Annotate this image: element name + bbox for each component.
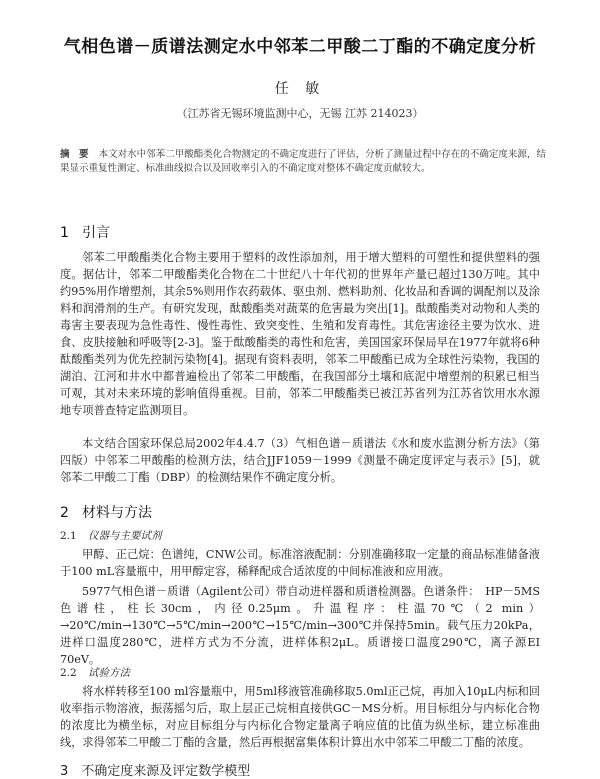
methods-paragraph-1: 将水样转移至100 ml容量瓶中，用5ml移液管准确移取5.0ml正己烷，再加入10μL内标和回收率指示物溶液，振荡摇匀后，取上层正己烷相直接供GC－MS分析。用目标组分与内标化合物的浓度比为横坐标，对应目标组分与内标化合物定量离子响应值的比值为纵坐标，建立标准曲线，求得邻苯二甲酸二丁酯的含量，然后再根据富集体积计算出水中邻苯二甲酸二丁酯的浓度。 — [60, 685, 540, 749]
intro-paragraph-2: 本文结合国家环保总局2002年4.4.7（3）气相色谱－质谱法《水和废水监测分析方法》（第四版）中邻苯二甲酸酯的检测方法，结合JJF1059－1999《测量不确定度评定与表示》[5]，就邻苯二甲酸二丁酯（DBP）的检测结果作不确定度分析。 — [60, 437, 540, 484]
section-title: 不确定度来源及评定数学模型 — [81, 764, 251, 779]
subsection-title: 试验方法 — [88, 667, 130, 679]
materials-paragraph-1: 甲醇、正己烷：色谱纯，CNW公司。标准溶液配制：分别准确移取一定量的商品标准储备液于100 mL容量瓶中，用甲醇定容，稀释配成合适浓度的中间标准液和应用液。 — [60, 548, 540, 578]
subsection-heading-2-1 — [60, 528, 162, 543]
section-title: 材料与方法 — [82, 505, 152, 521]
intro-paragraph-1: 邻苯二甲酸酯类化合物主要用于塑料的改性添加剂，用于增大塑料的可塑性和提供塑料的强度。据估计，邻苯二甲酸酯类化合物在二十世纪八十年代初的世界年产量已超过130万吨。其中约95%用作增塑剂，其余5%则用作农药载体、驱虫剂、燃料助剂、化妆品和香调的调配剂以及涂料和润滑剂的生产。有研究发现，酞酸酯类对蔬菜的危害最为突出[1]。酞酸酯类对动物和人类的毒害主要表现为急性毒性、慢性毒性、致突变性、生殖和发育毒性。其危害途径主要为饮水、进食、皮肤接触和呼吸等[2-3]。鉴于酞酸酯类的毒性和危害，美国国家环保局早在1977年就将6种酞酸酯类列为优先控制污染物[4]。据现有资料表明，邻苯二甲酸酯已成为全球性污染物，我国的湖泊、江河和井水中都普遍检出了邻苯二甲酸酯，在我国部分土壤和底泥中增塑剂的积累已相当可观，其对未来环境的影响值得重视。目前，邻苯二甲酸酯类已被江苏省列为江苏省饮用水水源地专项普查特定监测项目。 — [60, 251, 540, 417]
section-title: 引言 — [82, 225, 110, 241]
subsection-number: 2.1 — [60, 530, 77, 542]
section-heading-intro — [60, 222, 110, 242]
subsection-number: 2.2 — [60, 667, 77, 679]
abstract-text: 本文对水中邻苯二甲酸酯类化合物测定的不确定度进行了评估，分析了测量过程中存在的不确定度来源，结果显示重复性测定、标准曲线拟合以及回收率引入的不确定度对整体不确定度贡献较大。 — [60, 149, 546, 174]
paper-title: 气相色谱－质谱法测定水中邻苯二甲酸二丁酯的不确定度分析 — [63, 37, 537, 57]
section-heading-materials — [60, 502, 152, 522]
section-number: 3 — [60, 764, 69, 779]
abstract-label: 摘 要 — [60, 149, 89, 160]
section-number: 1 — [60, 225, 69, 241]
abstract — [60, 148, 546, 176]
section-number: 2 — [60, 505, 69, 521]
author-name: 任 敏 — [274, 81, 326, 97]
affiliation: （江苏省无锡环境监测中心，无锡 江苏 214023） — [176, 107, 424, 120]
subsection-title: 仪器与主要试剂 — [88, 530, 162, 542]
materials-paragraph-2: 5977气相色谱－质谱（Agilent公司）带自动进样器和质谱检测器。色谱条件： HP－5MS色谱柱，柱长30cm，内径0.25μm。升温程序：柱温70℃（2 min）→20℃/min→130℃→5℃/min→200℃→15℃/min→300℃并保持5min。载气压力20kPa，进样口温度280℃，进样方式为不分流，进样体积2μL。质谱接口温度290℃，离子源EI 70eV。 — [60, 585, 540, 666]
subsection-heading-2-2 — [60, 665, 130, 680]
section-heading-next — [60, 760, 250, 779]
